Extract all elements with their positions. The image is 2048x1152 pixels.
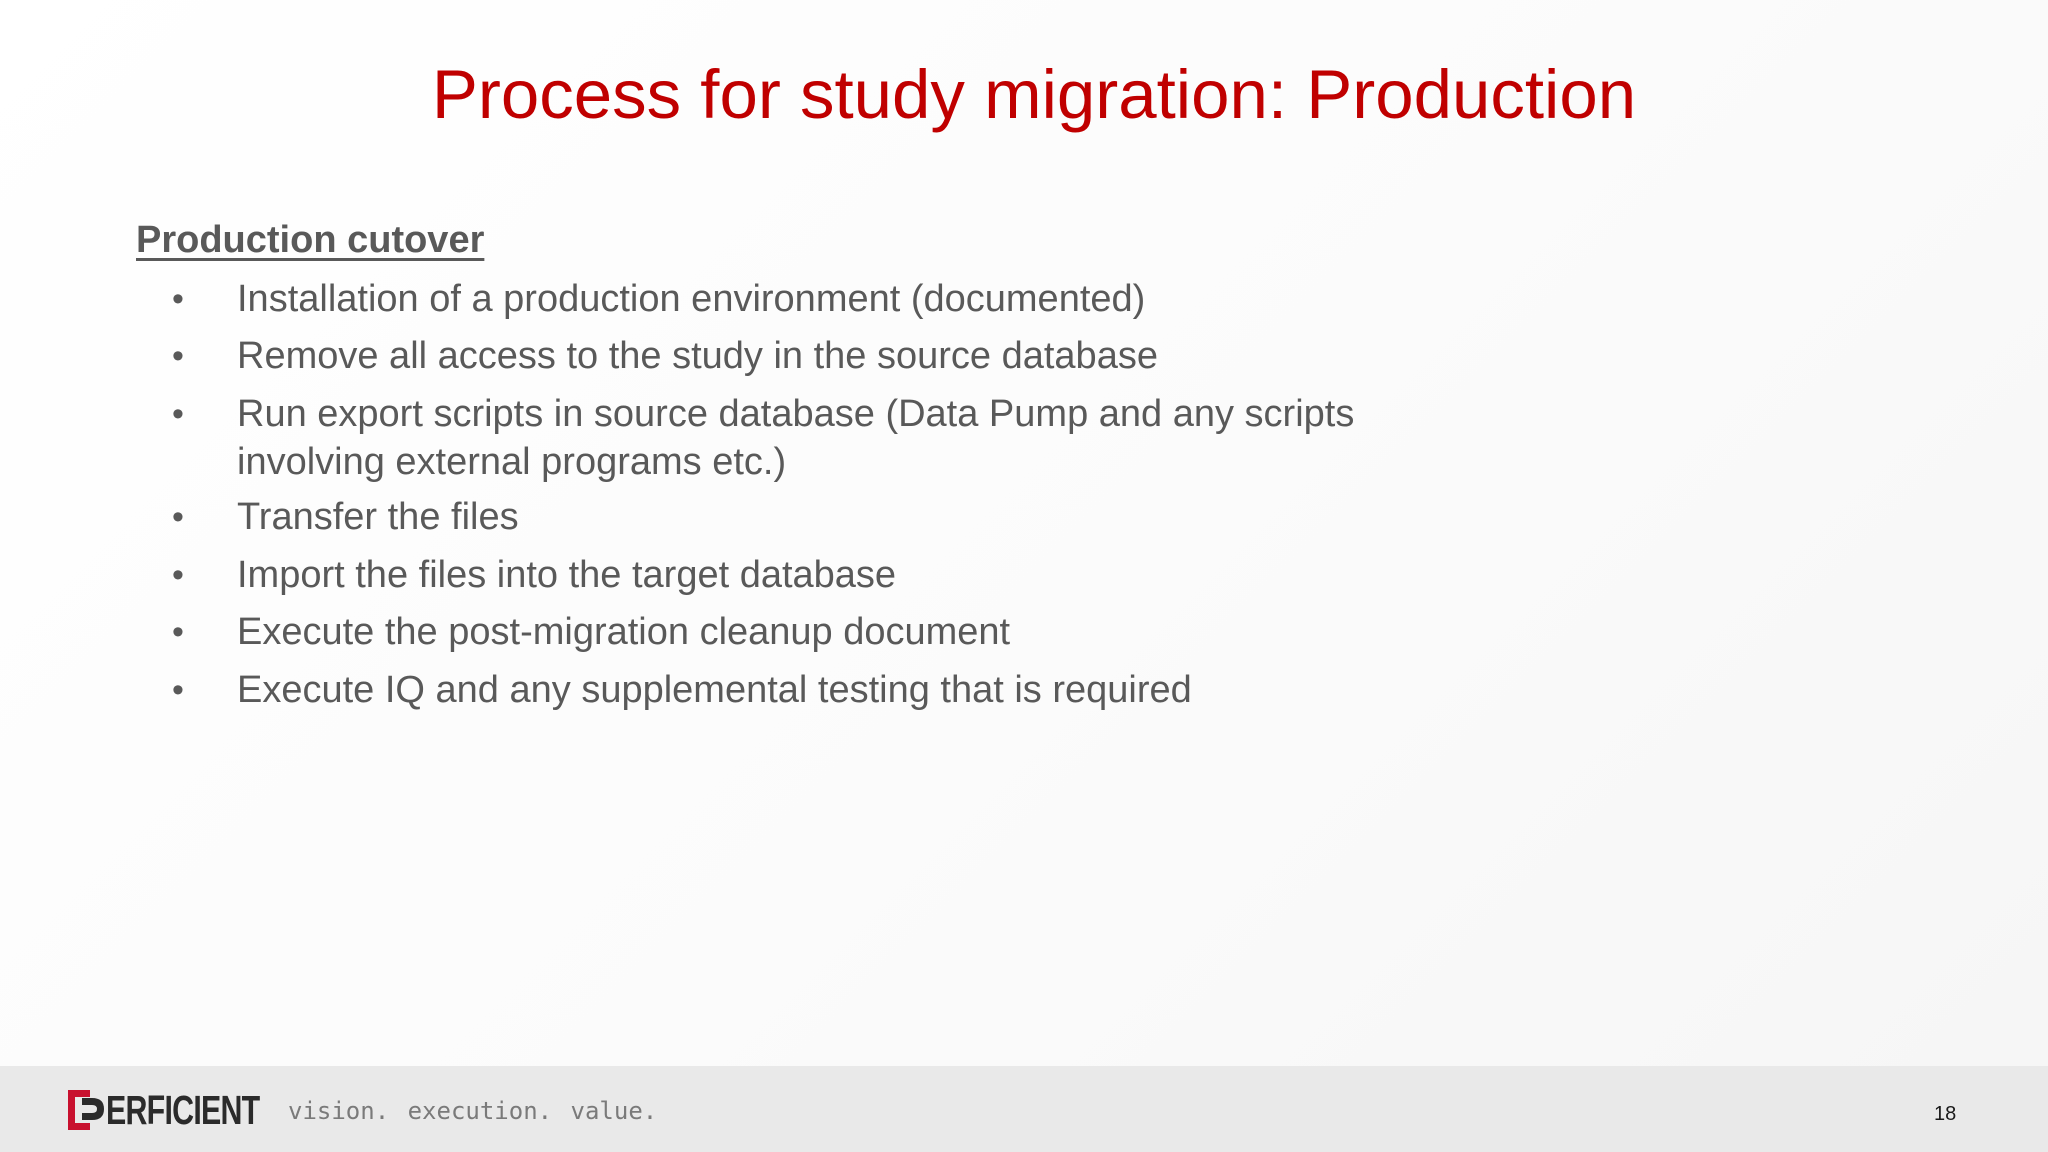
bullet-marker: •	[172, 671, 184, 709]
bullet-marker: •	[172, 337, 184, 375]
bullet-marker: •	[172, 498, 184, 536]
perficient-p-logo-icon	[66, 1088, 108, 1132]
bullet-text: Execute the post-migration cleanup document	[237, 611, 1011, 653]
section-heading: Production cutover	[136, 219, 485, 261]
perficient-logo	[66, 1087, 313, 1133]
bullet-text: Remove all access to the study in the source database	[237, 335, 1158, 377]
logo-wordmark: ERFICIENT	[106, 1087, 260, 1133]
bullet-text: Run export scripts in source database (Data Pump and any scripts involving external programs etc.)	[237, 393, 1355, 483]
bullet-marker: •	[172, 556, 184, 594]
bullet-text: Import the files into the target database	[237, 554, 897, 596]
bullet-marker: •	[172, 613, 184, 651]
slide-title: Process for study migration: Production	[431, 56, 1637, 133]
bullet-marker: •	[172, 395, 184, 433]
footer-bar	[0, 1066, 2048, 1152]
bullet-marker: •	[172, 280, 184, 318]
bullet-text: Execute IQ and any supplemental testing that is required	[237, 669, 1192, 711]
bullet-text: Transfer the files	[237, 496, 519, 538]
footer-tagline: vision. execution. value.	[288, 1097, 658, 1125]
page-number: 18	[1934, 1103, 1957, 1125]
bullet-text: Installation of a production environment (documented)	[237, 278, 1146, 320]
